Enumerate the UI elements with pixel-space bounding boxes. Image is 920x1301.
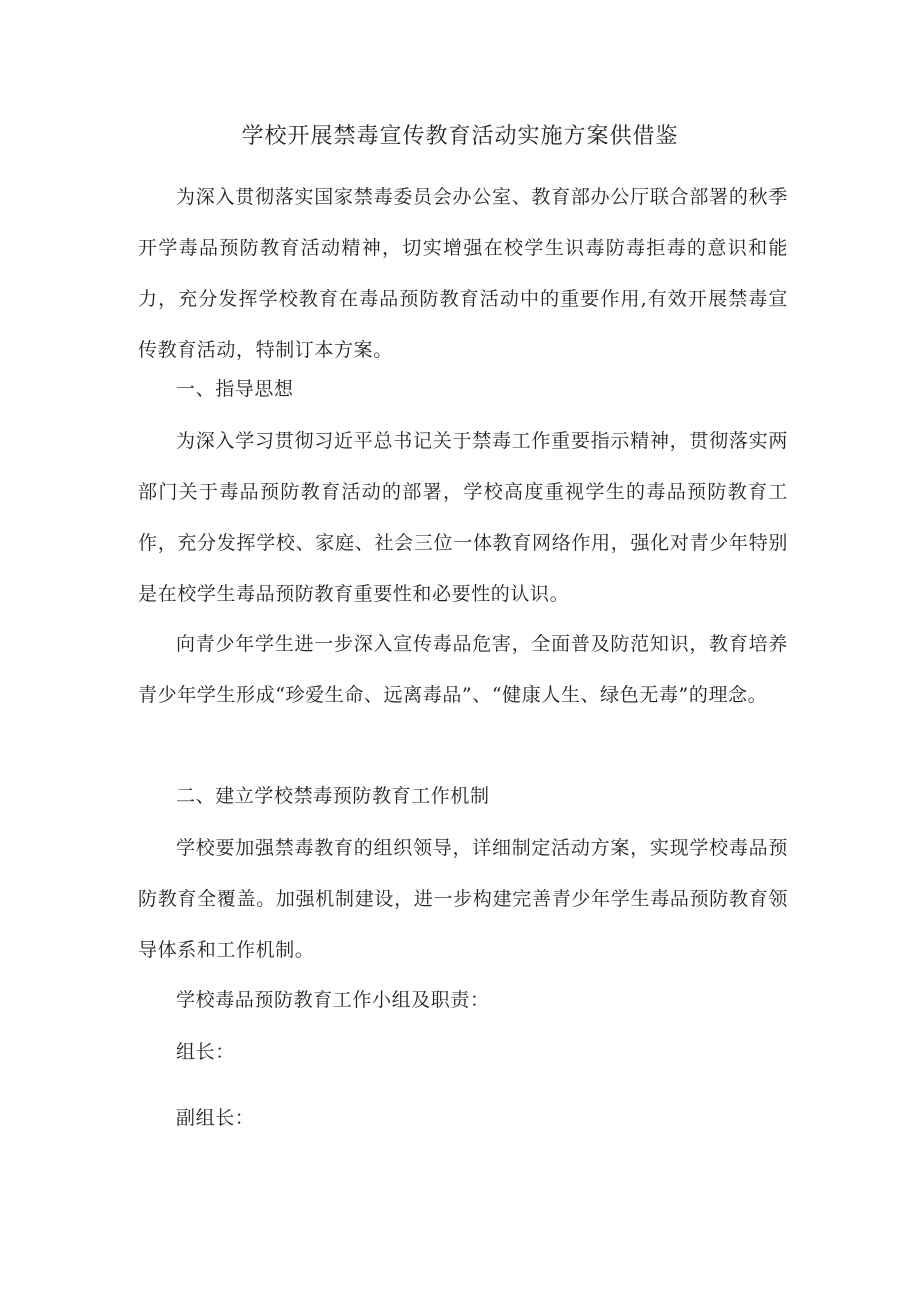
heading-mechanism: 二、建立学校禁毒预防教育工作机制: [176, 785, 490, 807]
paragraph-guiding-ideology: 为深入学习贯彻习近平总书记关于禁毒工作重要指示精神，贯彻落实两部门关于毒品预防教育活动的部署，学校高度重视学生的毒品预防教育工作，充分发挥学校、家庭、社会三位一体教育网络作用，强化对青少年特别是在校学生毒品预防教育重要性和必要性的认识。: [138, 430, 788, 605]
paragraph-publicity: 向青少年学生进一步深入宣传毒品危害，全面普及防范知识，教育培养青少年学生形成“珍爱生命、远离毒品”、“健康人生、绿色无毒”的理念。: [138, 633, 788, 706]
paragraph-intro: 为深入贯彻落实国家禁毒委员会办公室、教育部办公厅联合部署的秋季开学毒品预防教育活动精神，切实增强在校学生识毒防毒拒毒的意识和能力，充分发挥学校教育在毒品预防教育活动中的重要作用,有效开展禁毒宣传教育活动，特制订本方案。: [138, 186, 788, 361]
heading-guiding-ideology: 一、指导思想: [176, 378, 294, 400]
document-title: 学校开展禁毒宣传教育活动实施方案供借鉴: [241, 124, 679, 149]
paragraph-working-group: 学校毒品预防教育工作小组及职责：: [176, 989, 490, 1011]
paragraph-deputy-leader: 副组长：: [176, 1107, 255, 1129]
paragraph-mechanism: 学校要加强禁毒教育的组织领导，详细制定活动方案，实现学校毒品预防教育全覆盖。加强机制建设，进一步构建完善青少年学生毒品预防教育领导体系和工作机制。: [138, 837, 788, 961]
paragraph-group-leader: 组长：: [176, 1041, 235, 1063]
